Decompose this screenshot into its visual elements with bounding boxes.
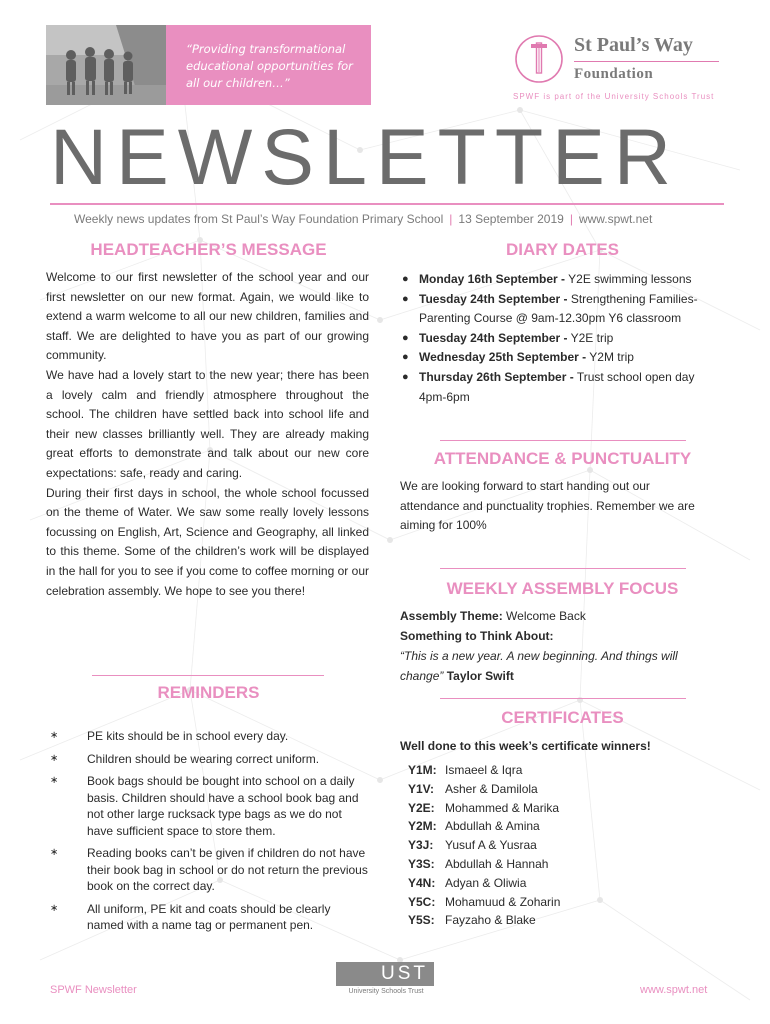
headteacher-paragraph: During their first days in school, the whole school focussed on the theme of Water. We saw some really lovely lessons focussing on English, Art, Science and Geography, all linked to this theme. Some of the children’s work will be displayed in the hall for you to see if you come to coffee morning or our celebration assembly. We hope to see you there!: [46, 485, 369, 598]
certificate-row: Y5S: Fayzaho & Blake: [408, 913, 536, 928]
list-item: ∗ Book bags should be bought into school on a daily basis. Children should have a school book bag and not other large rucksack type bags as we do not have sufficient space to store them.: [50, 774, 359, 838]
trust-statement: SPWF is part of the University Schools Trust: [513, 92, 715, 101]
ust-logo-subtitle: University Schools Trust: [348, 988, 424, 995]
assembly-theme: [400, 607, 710, 627]
bullet-icon: ∗: [50, 902, 59, 914]
list-item: ∗ PE kits should be in school every day.: [50, 729, 289, 743]
title-divider: [50, 203, 724, 205]
bullet-icon: ∗: [50, 847, 59, 858]
headteacher-paragraph: Welcome to our first newsletter of the school year and our first newsletter on our new format. Again, we would like to extend a warm welcome to all our new children, families and staff. We are delighted to have you as part of our growing community.: [46, 270, 369, 363]
bullet-icon: ●: [402, 351, 409, 364]
assembly-quote-author: Taylor Swift: [443, 668, 514, 683]
assembly-theme-value: Welcome Back: [502, 609, 586, 623]
subline-separator: |: [449, 212, 453, 226]
bullet-icon: ●: [402, 370, 409, 383]
footer-website[interactable]: www.spwt.net: [640, 984, 708, 996]
certificates-list: [408, 761, 708, 930]
assembly-heading: WEEKLY ASSEMBLY FOCUS: [446, 579, 679, 598]
logo-subtitle: Foundation: [574, 66, 654, 82]
certificate-row: Y2M: Abdullah & Amina: [408, 819, 540, 834]
diary-item: ● Thursday 26th September - Trust school open day 4pm-6pm: [402, 369, 695, 404]
certificate-row: Y4N: Adyan & Oliwia: [408, 875, 527, 890]
certificate-row: Y3S: Abdullah & Hannah: [408, 856, 549, 871]
newsletter-subline: [74, 212, 724, 226]
logo-divider: [574, 61, 719, 62]
diary-item: ● Tuesday 24th September - Y2E trip: [400, 329, 720, 349]
bullet-icon: ∗: [50, 730, 59, 741]
list-item: ∗ All uniform, PE kit and coats should be clearly named with a name tag or permanent pen.: [50, 901, 331, 932]
headteacher-heading: HEADTEACHER’S MESSAGE: [90, 240, 327, 259]
assembly-theme-label: Assembly Theme:: [400, 609, 503, 623]
ust-logo: UST: [336, 962, 434, 986]
newsletter-title: NEWSLETTER: [50, 112, 680, 201]
banner-quote: “Providing transformational educational opportunities for all our children…”: [186, 42, 353, 90]
subline-website: www.spwt.net: [578, 212, 653, 226]
attendance-heading: ATTENDANCE & PUNCTUALITY: [433, 449, 692, 468]
attendance-text: We are looking forward to start handing out our attendance and punctuality trophies. Remember we are aiming for 100%: [400, 479, 695, 533]
certificate-row: Y1M: Ismaeel & Iqra: [408, 763, 523, 777]
assembly-think-label: Something to Think About:: [400, 629, 554, 643]
subline-description: Weekly news updates from St Paul’s Way Foundation Primary School: [74, 212, 444, 226]
certificate-row: Y1V: Asher & Damilola: [408, 781, 538, 796]
reminders-heading: REMINDERS: [157, 683, 260, 702]
section-divider: [440, 698, 686, 699]
children-photo-illustration: [46, 25, 166, 105]
diary-heading: DIARY DATES: [505, 240, 620, 259]
section-divider: [92, 675, 324, 676]
bullet-icon: ∗: [50, 752, 59, 764]
diary-item: ● Tuesday 24th September - Strengthening Families- Parenting Course @ 9am-12.30pm Y6 classroom: [402, 291, 698, 326]
headteacher-message: [46, 268, 369, 601]
footer-label: SPWF Newsletter: [50, 984, 137, 996]
children-photo: [46, 25, 166, 105]
section-divider: [440, 568, 686, 569]
bullet-icon: ●: [402, 331, 409, 344]
reminders-list: [50, 728, 370, 934]
header-banner: [46, 25, 371, 105]
section-divider: [440, 440, 686, 441]
headteacher-paragraph: We have had a lovely start to the new year; there has been a lovely calm and friendly atmosphere throughout the school. The children have settled back into school life and their new classes brilliantly well. They are already making great efforts to demonstrate and talk about our new core expectations: safe, ready and caring.: [46, 367, 369, 480]
certificates-heading: CERTIFICATES: [501, 708, 624, 727]
list-item: ∗ Children should be wearing correct uniform.: [50, 751, 320, 766]
logo-name: St Paul’s Way: [574, 34, 693, 56]
bullet-icon: ●: [402, 273, 409, 285]
subline-separator: |: [569, 212, 573, 226]
certificate-row: Y3J: Yusuf A & Yusraa: [408, 838, 537, 853]
diary-item: ● Monday 16th September - Y2E swimming lessons: [400, 270, 720, 290]
assembly-quote: “This is a new year. A new beginning. And things will change”: [400, 649, 678, 683]
diary-item: ● Wednesday 25th September - Y2M trip: [400, 348, 720, 368]
list-item: ∗ Reading books can’t be given if children do not have their book bag in school or do not return the previous book on the correct day.: [50, 846, 368, 893]
subline-date: 13 September 2019: [458, 212, 564, 226]
bullet-icon: ∗: [50, 775, 59, 786]
spwf-logo-icon: [514, 34, 564, 84]
bullet-icon: ●: [402, 292, 409, 305]
certificate-row: Y5C: Mohamuud & Zoharin: [408, 894, 561, 909]
diary-list: [400, 270, 720, 407]
assembly-quote-block: [400, 647, 710, 686]
certificates-intro: Well done to this week’s certificate winners!: [400, 739, 651, 753]
certificate-row: Y2E: Mohammed & Marika: [408, 800, 560, 815]
